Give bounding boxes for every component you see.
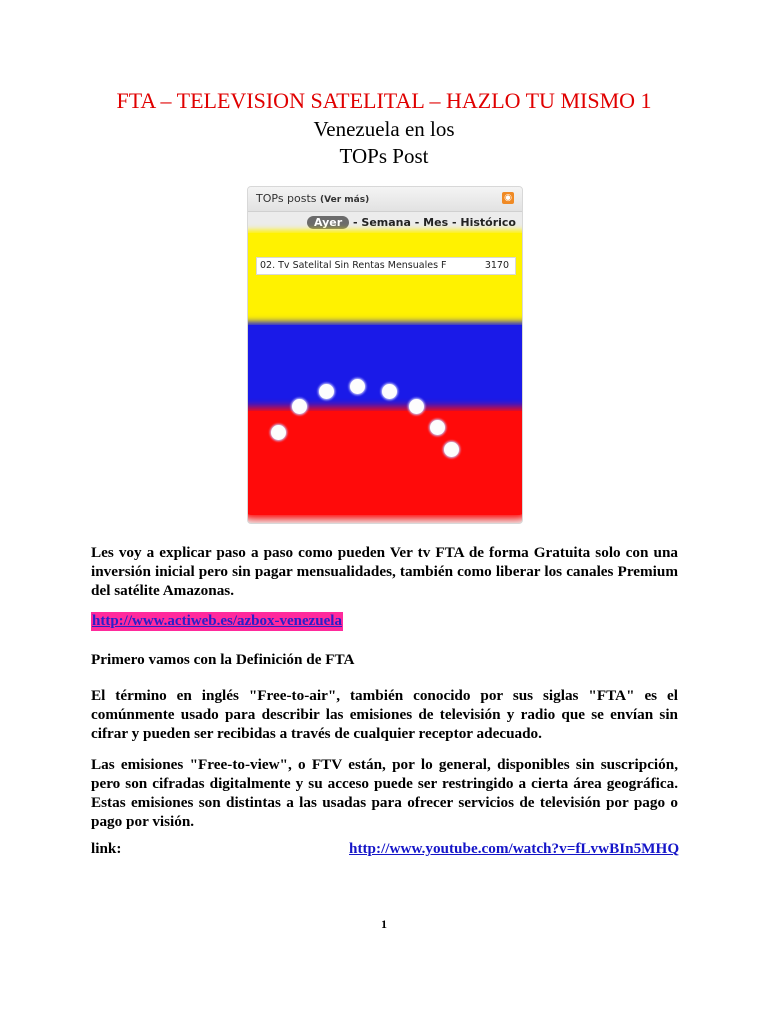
widget-title-text: TOPs posts <box>256 192 317 205</box>
document-subtitle-line2: TOPs Post <box>339 144 429 168</box>
tab-ayer[interactable]: Ayer <box>307 216 349 229</box>
flag-star-icon <box>319 384 334 399</box>
top-post-row[interactable] <box>256 257 516 275</box>
ftv-paragraph: Las emisiones "Free-to-view", o FTV están, por lo general, disponibles sin suscripción, pero son cifradas digitalmente y su acceso puede ser restringido a cierta área geográfica. Estas emisiones son distintas a las usadas para ofrecer servicios de televisión por pago o pago por visión. <box>91 756 678 830</box>
venezuela-flag <box>247 233 523 524</box>
widget-tabs <box>307 216 516 229</box>
tab-historico[interactable]: Histórico <box>460 216 516 229</box>
rss-icon[interactable]: ◉ <box>502 192 514 204</box>
document-subtitle-line1: Venezuela en los <box>313 117 455 141</box>
tops-posts-widget-image <box>247 186 523 524</box>
widget-header <box>248 187 522 212</box>
tab-mes[interactable]: Mes <box>423 216 449 229</box>
flag-yellow-stripe <box>247 233 523 325</box>
flag-star-icon <box>382 384 397 399</box>
flag-red-stripe <box>247 411 523 515</box>
widget-title <box>256 192 369 205</box>
flag-star-icon <box>430 420 445 435</box>
tab-separator: - <box>410 216 424 229</box>
intro-paragraph: Les voy a explicar paso a paso como pueden Ver tv FTA de forma Gratuita solo con una inversión inicial pero sin pagar mensualidades, también como liberar los canales Premium del satélite Amazonas. <box>91 544 678 599</box>
tab-semana[interactable]: Semana <box>361 216 411 229</box>
flag-star-icon <box>350 379 365 394</box>
widget-more-link[interactable]: (Ver más) <box>320 195 370 205</box>
youtube-link[interactable]: http://www.youtube.com/watch?v=fLvwBIn5MHQ <box>349 840 680 857</box>
tab-separator: - <box>448 216 461 229</box>
top-post-title: 02. Tv Satelital Sin Rentas Mensuales F <box>260 260 447 271</box>
document-title: FTA – TELEVISION SATELITAL – HAZLO TU MISMO 1 <box>116 88 652 113</box>
link-label: link: <box>91 840 122 857</box>
flag-star-icon <box>271 425 286 440</box>
actiweb-link[interactable]: http://www.actiweb.es/azbox-venezuela <box>92 613 342 629</box>
fta-definition-paragraph: El término en inglés "Free-to-air", también conocido por sus siglas "FTA" es el comúnmente usado para describir las emisiones de televisión y radio que se envían sin cifrar y pueden ser recibidas a través de cualquier receptor adecuado. <box>91 687 678 742</box>
flag-star-icon <box>292 399 307 414</box>
tab-separator: - <box>349 216 362 229</box>
definition-heading: Primero vamos con la Definición de FTA <box>91 651 355 668</box>
flag-star-icon <box>409 399 424 414</box>
top-post-count: 3170 <box>484 260 509 271</box>
flag-star-icon <box>444 442 459 457</box>
page-number: 1 <box>381 917 387 931</box>
